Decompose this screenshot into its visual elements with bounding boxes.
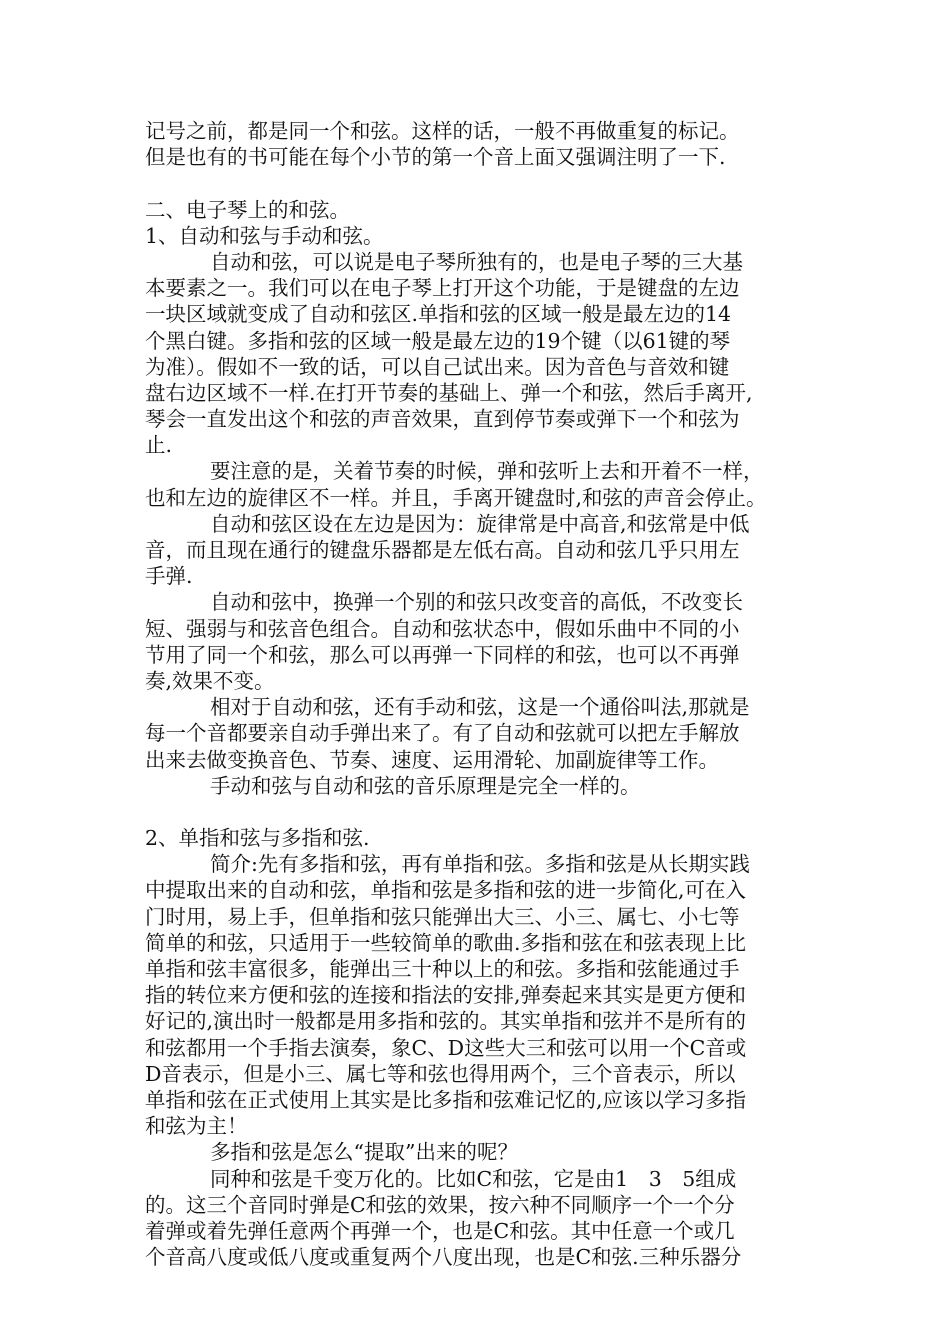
text-line: 本要素之一。我们可以在电子琴上打开这个功能，于是键盘的左边 — [145, 276, 740, 301]
text-line: 门时用，易上手，但单指和弦只能弹出大三、小三、属七、小七等 — [145, 904, 740, 929]
text-line: 相对于自动和弦，还有手动和弦，这是一个通俗叫法,那就是 — [210, 695, 750, 720]
subsection-heading-2: 2、单指和弦与多指和弦. — [145, 826, 370, 851]
blank-line — [145, 170, 815, 196]
paragraph — [145, 851, 815, 1139]
text-line: 一块区域就变成了自动和弦区.单指和弦的区域一般是最左边的14 — [145, 302, 732, 327]
section-heading: 二、电子琴上的和弦。 — [145, 197, 350, 222]
text-line: 指的转位来方便和弦的连接和指法的安排,弹奏起来其实是更方便和 — [145, 983, 747, 1008]
text-line: 但是也有的书可能在每个小节的第一个音上面又强调注明了一下. — [145, 145, 726, 170]
intro-text — [145, 118, 815, 170]
text-line: 盘右边区域不一样.在打开节奏的基础上、弹一个和弦，然后手离开, — [145, 380, 753, 405]
text-line: 为准）。假如不一致的话，可以自己试出来。因为音色与音效和键 — [145, 354, 730, 379]
document-page — [145, 118, 815, 1270]
text-line: 每一个音都要亲自动手弹出来了。有了自动和弦就可以把左手解放 — [145, 721, 740, 746]
text-line: 琴会一直发出这个和弦的声音效果，直到停节奏或弹下一个和弦为 — [145, 407, 740, 432]
text-line: 个黑白键。多指和弦的区域一般是最左边的19个键（以61键的琴 — [145, 328, 731, 353]
paragraph — [145, 511, 815, 590]
text-line: 简单的和弦，只适用于一些较简单的歌曲.多指和弦在和弦表现上比 — [145, 930, 747, 955]
blank-line — [145, 799, 815, 825]
text-line: 出来去做变换音色、节奏、速度、运用滑轮、加副旋律等工作。 — [145, 747, 719, 772]
text-line: 止. — [145, 433, 173, 458]
text-line: 要注意的是，关着节奏的时候，弹和弦听上去和开着不一样， — [210, 459, 764, 484]
text-line: 自动和弦，可以说是电子琴所独有的，也是电子琴的三大基 — [210, 249, 743, 274]
text-line: 音，而且现在通行的键盘乐器都是左低右高。自动和弦几乎只用左 — [145, 538, 740, 562]
paragraph — [145, 249, 815, 459]
text-line: 自动和弦中，换弹一个别的和弦只改变音的高低，不改变长 — [210, 590, 743, 615]
text-line: 着弹或着先弹任意两个再弹一个，也是C和弦。其中任意一个或几 — [145, 1218, 735, 1243]
text-line: 中提取出来的自动和弦，单指和弦是多指和弦的进一步简化,可在入 — [145, 878, 747, 903]
subsection-heading-1: 1、自动和弦与手动和弦。 — [145, 223, 384, 248]
text-line: D音表示，但是小三、属七等和弦也得用两个，三个音表示，所以 — [145, 1061, 736, 1086]
text-line: 自动和弦区设在左边是因为：旋律常是中高音,和弦常是中低 — [210, 511, 750, 536]
text-line: 手动和弦与自动和弦的音乐原理是完全一样的。 — [210, 773, 641, 798]
paragraph — [145, 589, 815, 694]
text-line: 多指和弦是怎么“提取”出来的呢？ — [210, 1140, 518, 1165]
text-line: 短、强弱与和弦音色组合。自动和弦状态中，假如乐曲中不同的小 — [145, 616, 740, 641]
text-line: 也和左边的旋律区不一样。并且，手离开键盘时,和弦的声音会停止。 — [145, 485, 767, 510]
text-line: 同种和弦是千变万化的。比如C和弦，它是由1 3 5组成 — [210, 1166, 737, 1191]
paragraph — [145, 773, 815, 799]
paragraph — [145, 1166, 815, 1271]
subsection-2-body — [145, 851, 815, 1270]
text-line: 奏,效果不变。 — [145, 668, 275, 693]
text-line: 记号之前，都是同一个和弦。这样的话，一般不再做重复的标记。 — [145, 119, 740, 143]
text-line: 节用了同一个和弦，那么可以再弹一下同样的和弦，也可以不再弹 — [145, 642, 740, 667]
text-line: 单指和弦丰富很多，能弹出三十种以上的和弦。多指和弦能通过手 — [145, 957, 740, 981]
paragraph — [145, 694, 815, 773]
text-line: 的。这三个音同时弹是C和弦的效果，按六种不同顺序一个一个分 — [145, 1192, 735, 1217]
text-line: 和弦都用一个手指去演奏，象C、D这些大三和弦可以用一个C音或 — [145, 1035, 747, 1060]
text-line: 简介:先有多指和弦，再有单指和弦。多指和弦是从长期实践 — [210, 852, 750, 877]
paragraph — [145, 1139, 815, 1165]
text-line: 手弹. — [145, 564, 193, 589]
text-line: 个音高八度或低八度或重复两个八度出现，也是C和弦.三种乐器分 — [145, 1245, 742, 1270]
paragraph — [145, 458, 815, 510]
subsection-1-body — [145, 249, 815, 799]
text-line: 好记的,演出时一般都是用多指和弦的。其实单指和弦并不是所有的 — [145, 1009, 747, 1034]
text-line: 和弦为主！ — [145, 1114, 248, 1139]
text-line: 单指和弦在正式使用上其实是比多指和弦难记忆的,应该以学习多指 — [145, 1087, 747, 1112]
